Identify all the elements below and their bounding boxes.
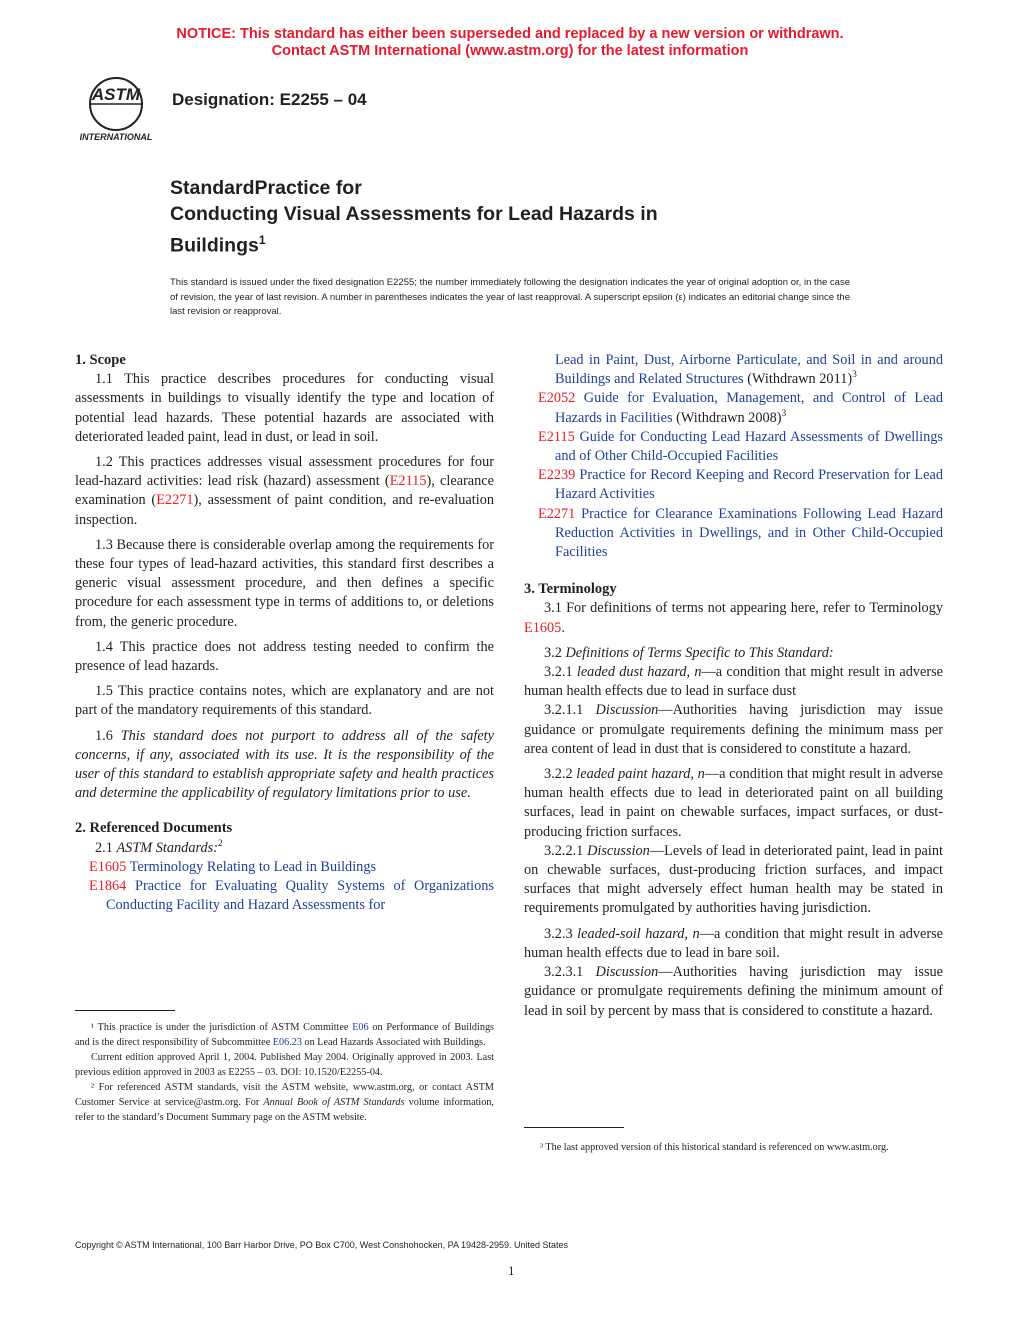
paragraph-3-2-3-1: 3.2.3.1 Discussion—Authorities having jurisdiction may issue guidance or promulgate requirements defining the minimum amount of lead in soil by percent by mass that is considered to constitute a hazard. [524, 964, 944, 1019]
section-heading-terminology: 3. Terminology [524, 581, 617, 598]
paragraph-3-2-2: 3.2.2 leaded paint hazard, n—a condition that might result in adverse human health effects due to lead in deteriorated paint on all building surfaces, lead in paint on chewable surfaces, impact surfaces, or dust-producing friction surfaces. [524, 766, 943, 840]
paragraph-1-1: 1.1 This practice describes procedures for conducting visual assessments in buildings to visually identify the type and location of potential lead hazards. These potential hazards are associated with deteriorated leaded paint, lead in dust, or lead in soil. [75, 371, 494, 445]
title-footnote-mark: 1 [258, 233, 266, 247]
footnote-1-edition: Current edition approved April 1, 2004. Published May 2004. Originally approved in 2003. Last previous edition approved in 2003 as E2255 – 03. DOI: 10.1520/E2255-04. [75, 1052, 494, 1078]
logo-subtext: INTERNATIONAL [79, 132, 153, 142]
paragraph-3-2-3: 3.2.3 leaded-soil hazard, n—a condition that might result in adverse human health effects due to lead in bare soil. [524, 925, 944, 961]
title-line-3: Buildings$^1$ [170, 233, 266, 257]
paragraph-2-1: 2.1 ASTM Standards:$^2$ [95, 838, 223, 856]
footnote-rule-left [75, 1010, 175, 1011]
intro-paragraph: This standard is issued under the fixed designation E2255; the number immediately following the designation indicates the year of original adoption or, in the case of revision, the year of last revision. A number in parentheses indicates the year of last reapproval. A superscript epsilon (ε) indicates an editorial change since the last revision or reapproval. [170, 277, 850, 317]
reference-item[interactable]: E1605 Terminology Relating to Lead in Buildings [89, 858, 377, 875]
paragraph-1-2: 1.2 This practices addresses visual assessment procedures for four lead-hazard activities: lead risk (hazard) assessment (E2115), clearance examination (E2271), assessment of paint condition, and re-evaluation inspection. [75, 454, 494, 528]
reference-item[interactable]: E2052 Guide for Evaluation, Management, and Control of Lead Hazards in Facilities (Withdrawn 2008)$^3$ [538, 390, 943, 426]
paragraph-3-2: 3.2 Definitions of Terms Specific to This Standard: [544, 644, 834, 661]
title-line-1: StandardPractice for [170, 177, 362, 199]
reference-item-continued[interactable]: Lead in Paint, Dust, Airborne Particulate, and Soil in and around Buildings and Related Structures (Withdrawn 2011)$^3$ [555, 352, 943, 388]
footnote-2: ² For referenced ASTM standards, visit the ASTM website, www.astm.org, or contact ASTM Customer Service at service@astm.org. For Annual Book of ASTM Standards volume information, refer to the standard’s Document Summary page on the ASTM website. [75, 1082, 494, 1123]
footnotes-left [75, 1020, 494, 1125]
astm-logo [72, 74, 162, 146]
designation: Designation: E2255 – 04 [172, 90, 367, 109]
document-title [170, 175, 658, 259]
paragraph-1-5: 1.5 This practice contains notes, which are explanatory and are not part of the mandatory requirements of this standard. [75, 683, 494, 719]
copyright: Copyright © ASTM International, 100 Barr Harbor Drive, PO Box C700, West Conshohocken, PA 19428-2959. United States [75, 1240, 569, 1250]
paragraph-1-3: 1.3 Because there is considerable overlap among the requirements for these four types of lead-hazard activities, this standard first describes a generic visual assessment procedure, and then defines a specific procedure for each assessment type in terms of additions to, or deletions from, the generic procedure. [75, 536, 494, 630]
logo-text: ASTM [91, 85, 141, 104]
committee-link-e06[interactable]: E06 [352, 1022, 369, 1033]
notice-banner [0, 26, 1020, 60]
reference-item[interactable]: E2271 Practice for Clearance Examinations Following Lead Hazard Reduction Activities in Dwellings, and in Other Child-Occupied Facilities [538, 505, 943, 561]
right-column [524, 351, 943, 1027]
footnotes-right [524, 1140, 943, 1155]
section-heading-referenced-documents: 2. Referenced Documents [75, 820, 233, 837]
footnote-3: ³ The last approved version of this historical standard is referenced on www.astm.org. [540, 1142, 889, 1153]
notice-line-2: Contact ASTM International (www.astm.org) for the latest information [271, 43, 749, 59]
reference-item[interactable]: E1864 Practice for Evaluating Quality Systems of Organizations Conducting Facility and Hazard Assessments for [89, 878, 494, 914]
paragraph-3-2-1: 3.2.1 leaded dust hazard, n—a condition that might result in adverse human health effects due to lead in surface dust [524, 664, 944, 700]
paragraph-3-2-2-1: 3.2.2.1 Discussion—Levels of lead in deteriorated paint, lead in paint on chewable surfaces, dust-producing friction surfaces, and impact surfaces that might adversely effect human health may be stated in requirements promulgated by authorities having jurisdiction. [524, 842, 943, 917]
paragraph-3-2-1-1: 3.2.1.1 Discussion—Authorities having jurisdiction may issue guidance or promulgate requirements defining the minimum mass per area content of lead in dust that is considered to constitute a hazard. [524, 702, 944, 757]
left-column [75, 351, 494, 915]
subcommittee-link-e06-23[interactable]: E06.23 [272, 1037, 302, 1048]
paragraph-3-1: 3.1 For definitions of terms not appearing here, refer to Terminology E1605. [524, 600, 943, 636]
footnote-rule-right [524, 1127, 624, 1128]
paragraph-1-4: 1.4 This practice does not address testing needed to confirm the presence of lead hazards. [75, 638, 494, 675]
page-number: 1 [508, 1263, 515, 1278]
footnote-1: ¹ This practice is under the jurisdiction of ASTM Committee E06 on Performance of Buildings and is the direct responsibility of Subcommittee E06.23 on Lead Hazards Associated with Buildings. [75, 1022, 494, 1048]
notice-line-1: NOTICE: This standard has either been superseded and replaced by a new version or withdrawn. [176, 26, 844, 42]
ref-link-e1605[interactable]: E1605 [524, 619, 562, 636]
title-line-2: Conducting Visual Assessments for Lead Hazards in [170, 203, 658, 225]
reference-item[interactable]: E2115 Guide for Conducting Lead Hazard Assessments of Dwellings and of Other Child-Occupied Facilities [538, 428, 943, 465]
paragraph-1-6: 1.6 This standard does not purport to address all of the safety concerns, if any, associated with its use. It is the responsibility of the user of this standard to establish appropriate safety and health practices and determine the applicability of regulatory limitations prior to use. [75, 727, 494, 802]
astm-logo-icon [72, 74, 162, 146]
section-heading-scope: 1. Scope [75, 352, 126, 368]
ref-link-e2115[interactable]: E2115 [389, 473, 427, 490]
ref-link-e2271[interactable]: E2271 [156, 492, 194, 509]
reference-item[interactable]: E2239 Practice for Record Keeping and Record Preservation for Lead Hazard Activities [538, 467, 944, 503]
